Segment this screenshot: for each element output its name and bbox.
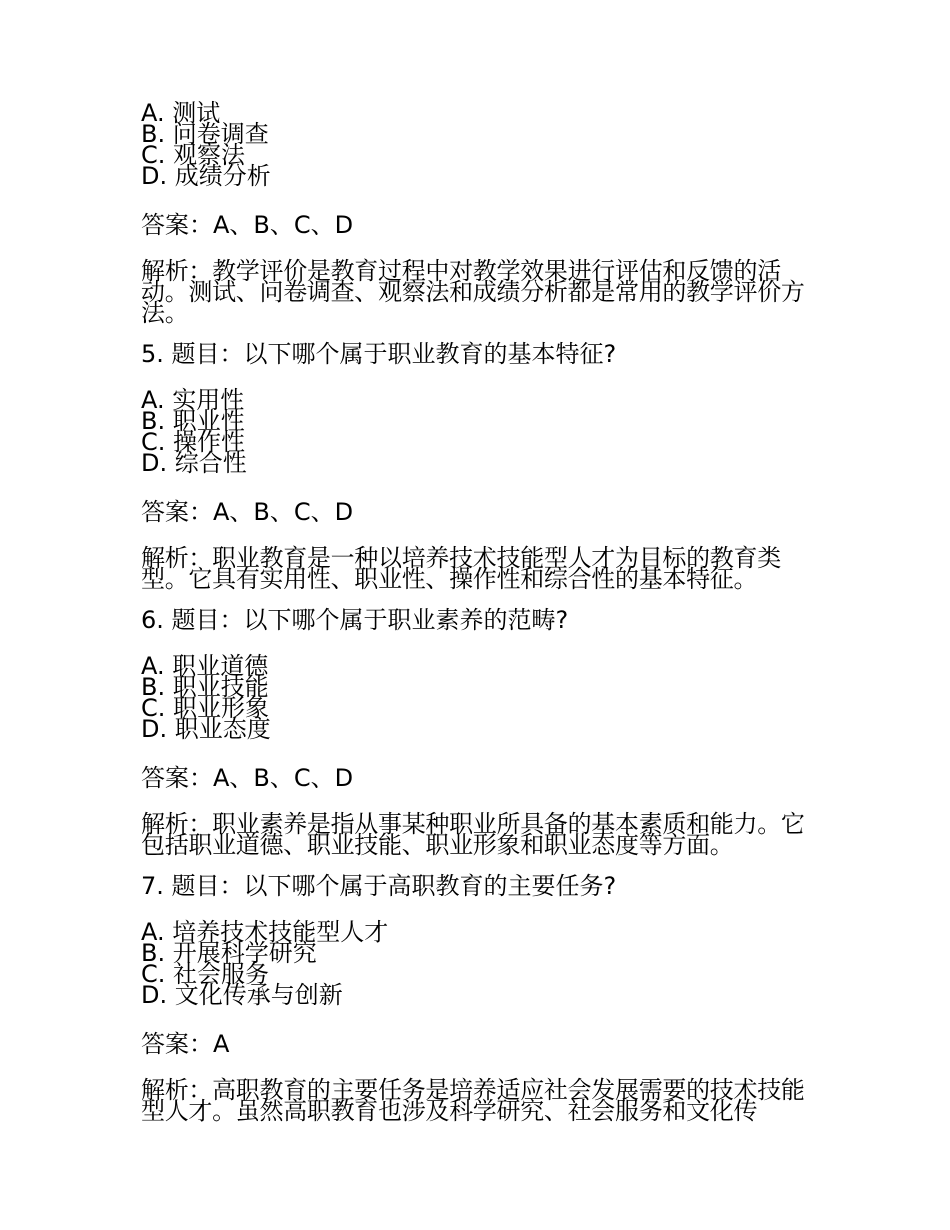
option-b: B. 职业性	[141, 407, 245, 435]
option-d: D. 综合性	[141, 449, 247, 477]
option-c: C. 职业形象	[141, 694, 270, 722]
options-list-q5	[141, 386, 816, 477]
option-d: D. 职业态度	[141, 715, 271, 743]
option-c: C. 社会服务	[141, 960, 270, 988]
options-list-q6	[141, 652, 816, 743]
answer-q4: 答案：A、B、C、D	[141, 211, 354, 239]
answer-q6: 答案：A、B、C、D	[141, 764, 354, 792]
question-7-title: 7. 题目：以下哪个属于高职教育的主要任务?	[141, 872, 617, 900]
analysis-q5: 解析：职业教育是一种以培养技术技能型人才为目标的教育类型。它具有实用性、职业性、操作性和综合性的基本特征。	[141, 544, 781, 593]
option-d: D. 成绩分析	[141, 162, 271, 190]
analysis-q6: 解析：职业素养是指从事某种职业所具备的基本素质和能力。它包括职业道德、职业技能、职业形象和职业态度等方面。	[141, 810, 805, 859]
option-b: B. 开展科学研究	[141, 939, 317, 967]
options-list-q4	[141, 99, 816, 190]
analysis-q4: 解析：教学评价是教育过程中对教学效果进行评估和反馈的活动。测试、问卷调查、观察法和成绩分析都是常用的教学评价方法。	[141, 257, 805, 327]
option-a: A. 测试	[141, 99, 221, 127]
answer-q7: 答案：A	[141, 1030, 230, 1058]
document-page	[141, 99, 816, 1125]
option-b: B. 问卷调查	[141, 120, 269, 148]
answer-q5: 答案：A、B、C、D	[141, 498, 354, 526]
option-c: C. 观察法	[141, 141, 246, 169]
option-b: B. 职业技能	[141, 673, 269, 701]
analysis-q7: 解析：高职教育的主要任务是培养适应社会发展需要的技术技能型人才。虽然高职教育也涉及科学研究、社会服务和文化传	[141, 1076, 805, 1125]
option-d: D. 文化传承与创新	[141, 981, 343, 1009]
options-list-q7	[141, 918, 816, 1009]
option-c: C. 操作性	[141, 428, 246, 456]
question-5-title: 5. 题目：以下哪个属于职业教育的基本特征?	[141, 340, 617, 368]
option-a: A. 实用性	[141, 386, 245, 414]
option-a: A. 培养技术技能型人才	[141, 918, 389, 946]
question-6-title: 6. 题目：以下哪个属于职业素养的范畴?	[141, 606, 569, 634]
option-a: A. 职业道德	[141, 652, 269, 680]
